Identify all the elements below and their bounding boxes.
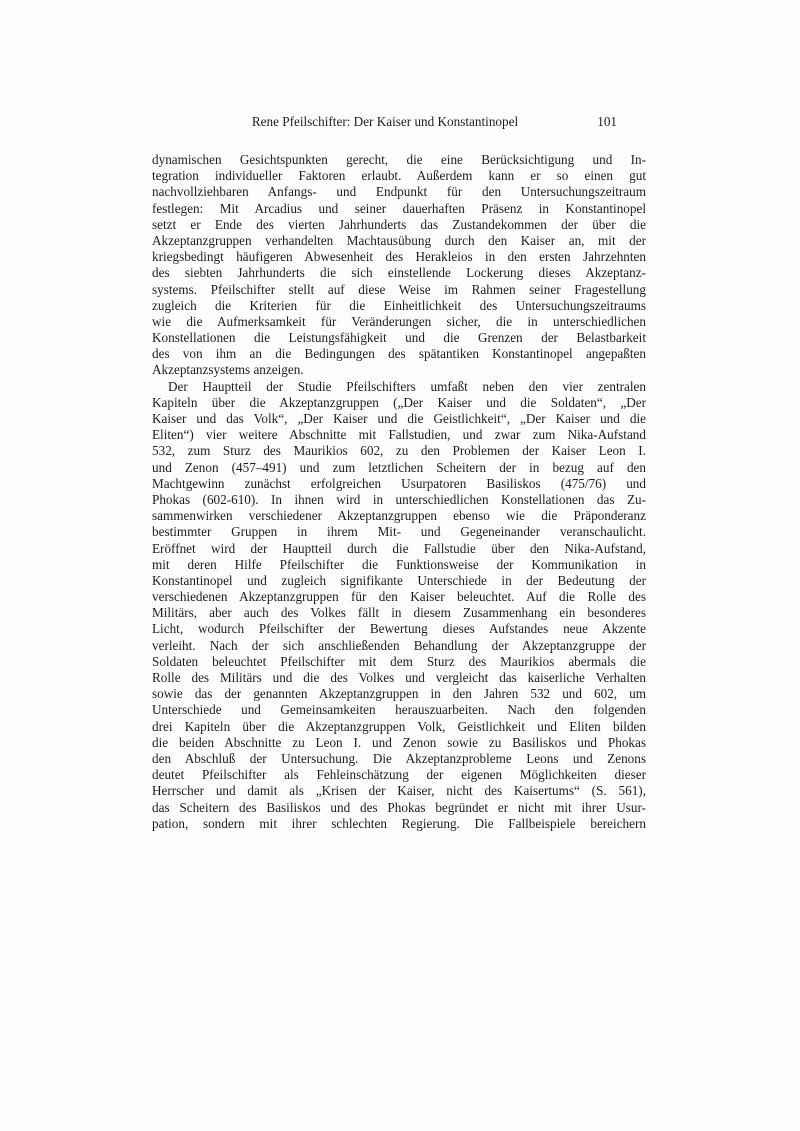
text-line: tegration individueller Faktoren erlaubt. Außerdem kann er so einen gut: [152, 168, 646, 184]
text-line: Eliten“) vier weitere Abschnitte mit Fallstudien, und zwar zum Nika-Aufstand: [152, 427, 646, 443]
text-line: Licht, wodurch Pfeilschifter der Bewertung dieses Aufstandes neue Akzente: [152, 621, 646, 637]
text-line: Akzeptanzgruppen verhandelten Machtausübung durch den Kaiser an, mit der: [152, 232, 646, 248]
text-line: Eröffnet wird der Hauptteil durch die Fallstudie über den Nika-Aufstand,: [152, 540, 646, 556]
text-line: und Zenon (457–491) und zum letztlichen Scheitern der in bezug auf den: [152, 459, 646, 475]
text-line: kriegsbedingt häufigeren Abwesenheit des Herakleios in den ersten Jahrzehnten: [152, 249, 646, 265]
text-line: Rolle des Militärs und die des Volkes und vergleicht das kaiserliche Verhalten: [152, 670, 646, 685]
text-line: Konstellationen die Leistungsfähigkeit und die Grenzen der Belastbarkeit: [152, 330, 646, 346]
text-line: Machtgewinn zunächst erfolgreichen Usurpatoren Basiliskos (475/76) und: [152, 475, 646, 491]
text-line: die beiden Abschnitte zu Leon I. und Zenon sowie zu Basiliskos und Phokas: [152, 734, 646, 750]
running-head-title: Rene Pfeilschifter: Der Kaiser und Konstantinopel: [251, 114, 519, 129]
text-line: dynamischen Gesichtspunkten gerecht, die eine Berücksichtigung und In-: [152, 152, 646, 167]
text-line: verleiht. Nach der sich anschließenden Behandlung der Akzeptanzgruppe der: [152, 637, 646, 653]
text-line: Akzeptanzsystems anzeigen.: [152, 362, 304, 378]
text-line: Militärs, aber auch des Volkes fällt in diesem Zusammenhang ein besonderes: [152, 605, 646, 621]
text-line: deutet Pfeilschifter als Fehleinschätzung der eigenen Möglichkeiten dieser: [152, 767, 646, 783]
text-line: bestimmter Gruppen in ihrem Mit- und Gegeneinander veranschaulicht.: [152, 524, 646, 540]
text-line: des von ihm an die Bedingungen des spätantiken Konstantinopel angepaßten: [152, 346, 646, 362]
text-line: Unterschiede und Gemeinsamkeiten herauszuarbeiten. Nach den folgenden: [152, 702, 646, 718]
text-line: Kapiteln über die Akzeptanzgruppen („Der Kaiser und die Soldaten“, „Der: [152, 394, 646, 410]
text-line: drei Kapiteln über die Akzeptanzgruppen Volk, Geistlichkeit und Eliten bilden: [152, 718, 646, 734]
text-line: des siebten Jahrhunderts die sich einstellende Lockerung dieses Akzeptanz-: [152, 265, 646, 281]
text-line: Der Hauptteil der Studie Pfeilschifters umfaßt neben den vier zentralen: [168, 378, 646, 394]
running-head: [152, 114, 646, 131]
text-line: Phokas (602-610). In ihnen wird in unterschiedlichen Konstellationen das Zu-: [152, 491, 646, 507]
text-line: pation, sondern mit ihrer schlechten Regierung. Die Fallbeispiele bereichern: [152, 815, 646, 831]
text-line: Herrscher und damit als „Krisen der Kaiser, nicht des Kaisertums“ (S. 561),: [152, 783, 646, 799]
text-line: 532, zum Sturz des Maurikios 602, zu den Problemen der Kaiser Leon I.: [152, 443, 646, 459]
text-line: Kaiser und das Volk“, „Der Kaiser und die Geistlichkeit“, „Der Kaiser und die: [152, 411, 646, 426]
text-line: Konstantinopel und zugleich signifikante Unterschiede in der Bedeutung der: [152, 572, 646, 588]
text-line: verschiedenen Akzeptanzgruppen für den Kaiser beleuchtet. Auf die Rolle des: [152, 589, 646, 605]
text-line: festlegen: Mit Arcadius und seiner dauerhaften Präsenz in Konstantinopel: [152, 200, 646, 216]
text-line: zugleich die Kriterien für die Einheitlichkeit des Untersuchungszeitraums: [152, 297, 646, 313]
text-line: den Abschluß der Untersuchung. Die Akzeptanzprobleme Leons und Zenons: [152, 750, 646, 766]
text-line: das Scheitern des Basiliskos und des Phokas begründet er nicht mit ihrer Usur-: [152, 799, 646, 815]
body-text: [152, 152, 646, 832]
text-line: wie die Aufmerksamkeit für Veränderungen sicher, die in unterschiedlichen: [152, 313, 646, 329]
text-line: systems. Pfeilschifter stellt auf diese Weise im Rahmen seiner Fragestellung: [152, 281, 646, 297]
text-line: mit deren Hilfe Pfeilschifter die Funktionsweise der Kommunikation in: [152, 556, 646, 572]
text-line: setzt er Ende des vierten Jahrhunderts das Zustandekommen der über die: [152, 216, 646, 232]
text-line: nachvollziehbaren Anfangs- und Endpunkt für den Untersuchungszeitraum: [152, 184, 646, 200]
page-number: 101: [597, 114, 617, 129]
text-line: sammenwirken verschiedener Akzeptanzgruppen ebenso wie die Präponderanz: [152, 508, 646, 524]
text-line: Soldaten beleuchtet Pfeilschifter mit dem Sturz des Maurikios abermals die: [152, 653, 646, 669]
text-line: sowie das der genannten Akzeptanzgruppen in den Jahren 532 und 602, um: [152, 686, 646, 702]
